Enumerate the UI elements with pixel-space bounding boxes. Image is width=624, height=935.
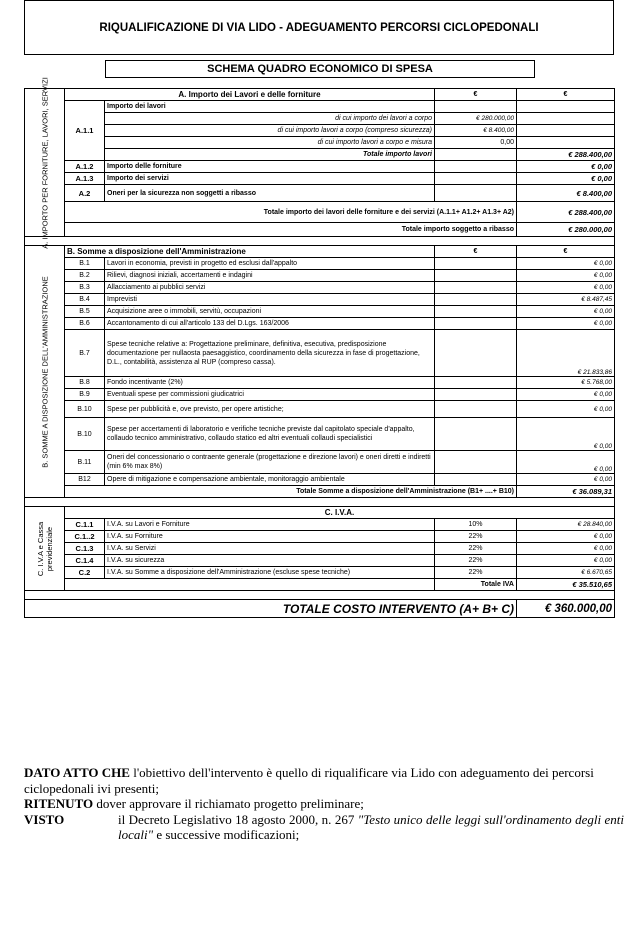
- c-item-label: I.V.A. su Servizi: [105, 543, 435, 555]
- c-item-code: C.1..2: [65, 531, 105, 543]
- b-item-code: B.6: [65, 318, 105, 330]
- a13-code: A.1.3: [65, 173, 105, 185]
- ritenuto-keyword: RITENUTO: [24, 796, 94, 811]
- c-item-rate: 10%: [435, 519, 517, 531]
- b-item-label: Accantonamento di cui all'articolo 133 del D.Lgs. 163/2006: [105, 318, 435, 330]
- b-item-value: € 8.487,45: [517, 294, 615, 306]
- a11-line-value: € 8.400,00: [435, 125, 517, 137]
- section-c-header: C. I.V.A.: [65, 507, 615, 519]
- visto-italic: "Testo unico delle leggi sull'ordinamento degli enti locali": [118, 811, 624, 842]
- section-b-total-label: Totale Somme a disposizione dell'Amministrazione (B1+ ....+ B10): [65, 486, 517, 498]
- b-item-label: Spese per pubblicità e, ove previsto, per opere artistiche;: [105, 401, 435, 418]
- c-item-value: € 0,00: [517, 531, 615, 543]
- b-item-code: B.4: [65, 294, 105, 306]
- section-b-currency-1: €: [435, 246, 517, 258]
- grand-total-label: TOTALE COSTO INTERVENTO (A+ B+ C): [25, 600, 517, 618]
- c-item-label: I.V.A. su Forniture: [105, 531, 435, 543]
- visto-text-a: il Decreto Legislativo 18 agosto 2000, n. 267: [118, 811, 358, 827]
- a12-value: € 0,00: [517, 161, 615, 173]
- a11-line-label: di cui importo lavori a corpo (compreso sicurezza): [105, 125, 435, 137]
- section-c-total-label: Totale IVA: [435, 579, 517, 591]
- section-b-side-label-cell: [25, 246, 65, 498]
- a11-title: Importo dei lavori: [105, 101, 435, 113]
- b-item-value: € 0,00: [517, 451, 615, 474]
- c-item-label: I.V.A. su Lavori e Forniture: [105, 519, 435, 531]
- a13-label: Importo dei servizi: [105, 173, 435, 185]
- b-item-value: € 0,00: [517, 258, 615, 270]
- a2-label: Oneri per la sicurezza non soggetti a ribasso: [105, 185, 435, 202]
- schema-title-box: [105, 60, 535, 78]
- a11-total-label: Totale importo lavori: [105, 149, 435, 161]
- b-item-label: Lavori in economia, previsti in progetto ed esclusi dall'appalto: [105, 258, 435, 270]
- b-item-label: Eventuali spese per commissioni giudicatrici: [105, 389, 435, 401]
- b-item-code: B.5: [65, 306, 105, 318]
- schema-title: SCHEMA QUADRO ECONOMICO DI SPESA: [207, 63, 433, 75]
- b-item-label: Oneri del concessionario o contraente generale (progettazione e direzione lavori) e oneri diretti e indiretti (min 6% max 8%): [105, 451, 435, 474]
- dato-atto-text: l'obiettivo dell'intervento è quello di riqualificare via Lido con adeguamento dei percorsi ciclopedonali ivi presenti;: [24, 765, 594, 796]
- visto-body: [118, 812, 624, 843]
- a11-line-value: € 280.000,00: [435, 113, 517, 125]
- c-item-rate: 22%: [435, 567, 517, 579]
- c-item-code: C.1.3: [65, 543, 105, 555]
- b-item-label: Imprevisti: [105, 294, 435, 306]
- a12-code: A.1.2: [65, 161, 105, 173]
- section-a-side-label-cell: [25, 76, 65, 249]
- c-item-rate: 22%: [435, 555, 517, 567]
- c-item-value: € 6.670,65: [517, 567, 615, 579]
- deliberation-text: [24, 765, 624, 843]
- visto-keyword: VISTO: [24, 811, 65, 827]
- c-item-code: C.1.4: [65, 555, 105, 567]
- c-item-value: € 0,00: [517, 543, 615, 555]
- b-item-code: B.7: [65, 330, 105, 377]
- grand-total-value: € 360.000,00: [517, 600, 615, 618]
- b-item-label: Spese per accertamenti di laboratorio e verifiche tecniche previste dal capitolato speciale d'appalto, collaudo tecnico amministrativo, collaudo statico ed altri eventuali collaudi specialistici: [105, 418, 435, 451]
- b-item-code: B.3: [65, 282, 105, 294]
- b-item-label: Spese tecniche relative a: Progettazione preliminare, definitiva, esecutiva, predisposizione documentazione per nullaosta paesaggistico, coordinamento della sicurezza in fase di progettazione, D.L., contabilità, assistenza al RUP (compreso cassa).: [105, 330, 435, 377]
- section-a-total-value: € 288.400,00: [517, 202, 615, 223]
- b-item-label: Allacciamento ai pubblici servizi: [105, 282, 435, 294]
- b-item-code: B.2: [65, 270, 105, 282]
- a11-code: A.1.1: [65, 101, 105, 161]
- document-title: RIQUALIFICAZIONE DI VIA LIDO - ADEGUAMENTO PERCORSI CICLOPEDONALI: [99, 21, 539, 34]
- a13-value: € 0,00: [517, 173, 615, 185]
- section-b-total-value: € 36.089,31: [517, 486, 615, 498]
- b-item-value: € 0,00: [517, 270, 615, 282]
- section-c-total-value: € 35.510,65: [517, 579, 615, 591]
- b-item-value: € 0,00: [517, 282, 615, 294]
- b-item-value: € 0,00: [517, 389, 615, 401]
- section-b-header: B. Somme a disposizione dell'Amministrazione: [65, 246, 435, 258]
- section-a-header: A. Importo dei Lavori e delle forniture: [65, 89, 435, 101]
- a2-value: € 8.400,00: [517, 185, 615, 202]
- dato-atto-keyword: DATO ATTO CHE: [24, 765, 130, 780]
- b-item-code: B12: [65, 474, 105, 486]
- c-item-label: I.V.A. su sicurezza: [105, 555, 435, 567]
- section-b-side-label: B. SOMME A DISPOSIZIONE DELL'AMMINISTRAZIONE: [40, 275, 49, 468]
- b-item-code: B.10: [65, 401, 105, 418]
- c-item-value: € 28.840,00: [517, 519, 615, 531]
- quadro-economico-table: [24, 76, 615, 618]
- c-item-code: C.1.1: [65, 519, 105, 531]
- visto-text-b: e successive modificazioni;: [153, 827, 300, 842]
- ribasso-total-value: € 280.000,00: [517, 223, 615, 237]
- a2-code: A.2: [65, 185, 105, 202]
- b-item-value: € 0,00: [517, 318, 615, 330]
- c-item-code: C.2: [65, 567, 105, 579]
- c-item-rate: 22%: [435, 543, 517, 555]
- section-c-side-label-cell: [25, 507, 65, 591]
- section-b-currency-2: €: [517, 246, 615, 258]
- b-item-value: € 0,00: [517, 418, 615, 451]
- b-item-code: B.10: [65, 418, 105, 451]
- ribasso-total-label: Totale importo soggetto a ribasso: [65, 223, 517, 237]
- document-title-box: [24, 0, 614, 55]
- b-item-value: € 0,00: [517, 306, 615, 318]
- b-item-code: B.9: [65, 389, 105, 401]
- b-item-value: € 0,00: [517, 401, 615, 418]
- section-c-side-label: C. I.V.A e Cassa previdenziale: [35, 521, 54, 576]
- c-item-label: I.V.A. su Somme a disposizione dell'Amministrazione (escluse spese tecniche): [105, 567, 435, 579]
- a11-line-label: di cui importo dei lavori a corpo: [105, 113, 435, 125]
- b-item-value: € 21.833,86: [517, 330, 615, 377]
- b-item-label: Acquisizione aree o immobili, servitù, occupazioni: [105, 306, 435, 318]
- paragraph-ritenuto: [24, 796, 624, 812]
- b-item-label: Fondo incentivante (2%): [105, 377, 435, 389]
- section-a-total-label: Totale importo dei lavori delle forniture e dei servizi (A.1.1+ A1.2+ A1.3+ A2): [65, 202, 517, 223]
- b-item-label: Opere di mitigazione e compensazione ambientale, monitoraggio ambientale: [105, 474, 435, 486]
- b-item-code: B.11: [65, 451, 105, 474]
- section-a-currency-2: €: [517, 89, 615, 101]
- paragraph-dato-atto: [24, 765, 624, 796]
- b-item-code: B.1: [65, 258, 105, 270]
- a11-line-label: di cui importo lavori a corpo e misura: [105, 137, 435, 149]
- c-item-value: € 0,00: [517, 555, 615, 567]
- b-item-value: € 0,00: [517, 474, 615, 486]
- section-a-currency-1: €: [435, 89, 517, 101]
- paragraph-visto: [24, 812, 624, 843]
- b-item-label: Rilievi, diagnosi iniziali, accertamenti e indagini: [105, 270, 435, 282]
- b-item-code: B.8: [65, 377, 105, 389]
- a12-label: Importo delle forniture: [105, 161, 435, 173]
- section-a-side-label: A. IMPORTO PER FORNITURE, LAVORI, SERVIZI: [40, 76, 49, 249]
- c-item-rate: 22%: [435, 531, 517, 543]
- b-item-value: € 5.768,00: [517, 377, 615, 389]
- a11-line-value: 0,00: [435, 137, 517, 149]
- a11-total-value: € 288.400,00: [517, 149, 615, 161]
- ritenuto-text: dover approvare il richiamato progetto preliminare;: [93, 796, 364, 811]
